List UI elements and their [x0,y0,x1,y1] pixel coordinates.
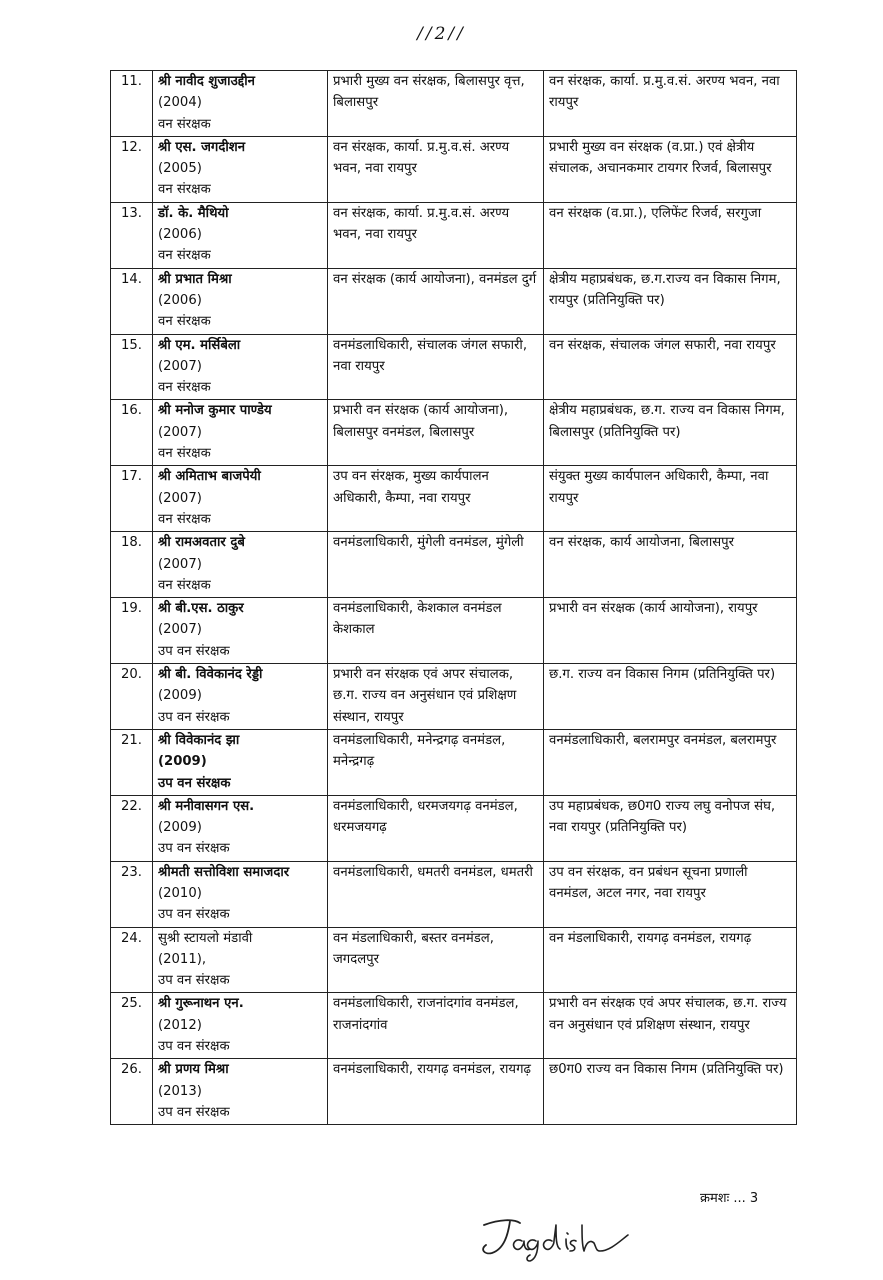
serial-number: 25. [111,993,153,1059]
new-posting: वन संरक्षक, कार्य आयोजना, बिलासपुर [544,532,797,598]
serial-number: 19. [111,598,153,664]
officer-rank: उप वन संरक्षक [158,709,230,725]
officer-cell [153,598,328,664]
serial-number: 21. [111,729,153,795]
new-posting: प्रभारी वन संरक्षक एवं अपर संचालक, छ.ग. राज्य वन अनुसंधान एवं प्रशिक्षण संस्थान, रायपुर [544,993,797,1059]
current-posting: वनमंडलाधिकारी, मनेन्द्रगढ़ वनमंडल, मनेन्द्रगढ़ [328,729,544,795]
batch-year: (2007) [158,358,202,374]
new-posting: वनमंडलाधिकारी, बलरामपुर वनमंडल, बलरामपुर [544,729,797,795]
current-posting: वनमंडलाधिकारी, धमतरी वनमंडल, धमतरी [328,861,544,927]
signature [470,1205,640,1265]
new-posting: वन मंडलाधिकारी, रायगढ़ वनमंडल, रायगढ़ [544,927,797,993]
table-row [111,795,797,861]
officer-name: श्रीमती सत्तोविशा समाजदार [158,864,290,880]
serial-number: 16. [111,400,153,466]
officer-rank: उप वन संरक्षक [158,643,230,659]
officer-name: श्री बी.एस. ठाकुर [158,601,244,617]
officer-name: श्री मनीवासगन एस. [158,798,255,814]
officer-cell [153,532,328,598]
officer-cell [153,136,328,202]
batch-year: (2009) [158,820,202,836]
serial-number: 13. [111,202,153,268]
officer-rank: वन संरक्षक [158,314,211,330]
table-row [111,927,797,993]
officer-rank: वन संरक्षक [158,511,211,527]
table-row [111,400,797,466]
officer-name: श्री नावीद शुजाउद्दीन [158,74,255,89]
table-row [111,466,797,532]
batch-year: (2004) [158,95,202,111]
officer-rank: वन संरक्षक [158,577,211,593]
serial-number: 26. [111,1059,153,1125]
officer-name: श्री विवेकानंद झा [158,732,240,748]
officer-name: सुश्री स्टायलो मंडावी [158,930,253,946]
officer-rank: उप वन संरक्षक [158,1104,230,1120]
current-posting: वनमंडलाधिकारी, संचालक जंगल सफारी, नवा रायपुर [328,334,544,400]
batch-year: (2009) [158,754,207,770]
current-posting: वनमंडलाधिकारी, रायगढ़ वनमंडल, रायगढ़ [328,1059,544,1125]
table-row [111,532,797,598]
new-posting: वन संरक्षक, संचालक जंगल सफारी, नवा रायपुर [544,334,797,400]
current-posting: प्रभारी वन संरक्षक एवं अपर संचालक, छ.ग. राज्य वन अनुसंधान एवं प्रशिक्षण संस्थान, रायपुर [328,664,544,730]
new-posting: क्षेत्रीय महाप्रबंधक, छ.ग. राज्य वन विकास निगम, बिलासपुर (प्रतिनियुक्ति पर) [544,400,797,466]
serial-number: 11. [111,71,153,137]
table-row [111,136,797,202]
officer-cell [153,729,328,795]
batch-year: (2010) [158,885,202,901]
serial-number: 15. [111,334,153,400]
officer-cell [153,861,328,927]
current-posting: वनमंडलाधिकारी, मुंगेली वनमंडल, मुंगेली [328,532,544,598]
transfer-table [110,70,797,1125]
officer-cell [153,71,328,137]
new-posting: वन संरक्षक (व.प्रा.), एलिफेंट रिजर्व, सरगुजा [544,202,797,268]
serial-number: 18. [111,532,153,598]
officer-rank: उप वन संरक्षक [158,1039,230,1055]
officer-name: श्री एम. मर्सिबेला [158,337,241,353]
officer-cell [153,400,328,466]
current-posting: वन संरक्षक, कार्या. प्र.मु.व.सं. अरण्य भवन, नवा रायपुर [328,136,544,202]
current-posting: वन संरक्षक, कार्या. प्र.मु.व.सं. अरण्य भवन, नवा रायपुर [328,202,544,268]
table-row [111,334,797,400]
table-row [111,993,797,1059]
officer-rank: वन संरक्षक [158,248,211,264]
officer-rank: उप वन संरक्षक [158,907,230,923]
serial-number: 24. [111,927,153,993]
new-posting: क्षेत्रीय महाप्रबंधक, छ.ग.राज्य वन विकास निगम, रायपुर (प्रतिनियुक्ति पर) [544,268,797,334]
serial-number: 20. [111,664,153,730]
batch-year: (2005) [158,161,202,177]
current-posting: वन संरक्षक (कार्य आयोजना), वनमंडल दुर्ग [328,268,544,334]
new-posting: उप वन संरक्षक, वन प्रबंधन सूचना प्रणाली वनमंडल, अटल नगर, नवा रायपुर [544,861,797,927]
officer-cell [153,993,328,1059]
table-row [111,664,797,730]
officer-cell [153,466,328,532]
current-posting: वनमंडलाधिकारी, राजनांदगांव वनमंडल, राजनांदगांव [328,993,544,1059]
officer-name: श्री बी. विवेकानंद रेड्डी [158,667,263,683]
new-posting: छ0ग0 राज्य वन विकास निगम (प्रतिनियुक्ति पर) [544,1059,797,1125]
officer-rank: वन संरक्षक [158,116,211,132]
officer-name: श्री गुरूनाथन एन. [158,996,244,1012]
table-row [111,202,797,268]
officer-rank: उप वन संरक्षक [158,841,230,857]
serial-number: 17. [111,466,153,532]
current-posting: वनमंडलाधिकारी, धरमजयगढ़ वनमंडल, धरमजयगढ़ [328,795,544,861]
officer-rank: उप वन संरक्षक [158,973,230,989]
officer-rank: वन संरक्षक [158,182,211,198]
current-posting: उप वन संरक्षक, मुख्य कार्यपालन अधिकारी, कैम्पा, नवा रायपुर [328,466,544,532]
new-posting: वन संरक्षक, कार्या. प्र.मु.व.सं. अरण्य भवन, नवा रायपुर [544,71,797,137]
officer-name: श्री एस. जगदीशन [158,139,246,155]
officer-cell [153,795,328,861]
batch-year: (2013) [158,1083,202,1099]
batch-year: (2007) [158,424,202,440]
officer-name: श्री प्रणय मिश्रा [158,1062,229,1078]
table-row [111,598,797,664]
batch-year: (2011), [158,951,207,967]
current-posting: वन मंडलाधिकारी, बस्तर वनमंडल, जगदलपुर [328,927,544,993]
batch-year: (2007) [158,490,202,506]
batch-year: (2007) [158,622,202,638]
batch-year: (2006) [158,227,202,243]
table-row [111,1059,797,1125]
batch-year: (2012) [158,1017,202,1033]
officer-cell [153,927,328,993]
new-posting: उप महाप्रबंधक, छ0ग0 राज्य लघु वनोपज संघ, नवा रायपुर (प्रतिनियुक्ति पर) [544,795,797,861]
officer-name: श्री रामअवतार दुबे [158,535,245,551]
current-posting: वनमंडलाधिकारी, केशकाल वनमंडल केशकाल [328,598,544,664]
officer-cell [153,1059,328,1125]
officer-cell [153,202,328,268]
officer-rank: वन संरक्षक [158,446,211,462]
batch-year: (2006) [158,292,202,308]
table-row [111,268,797,334]
officer-cell [153,664,328,730]
officer-name: श्री मनोज कुमार पाण्डेय [158,403,272,419]
new-posting: छ.ग. राज्य वन विकास निगम (प्रतिनियुक्ति पर) [544,664,797,730]
serial-number: 23. [111,861,153,927]
page-number: //2// [417,24,466,44]
officer-name: श्री प्रभात मिश्रा [158,271,232,287]
table-row [111,861,797,927]
new-posting: प्रभारी वन संरक्षक (कार्य आयोजना), रायपुर [544,598,797,664]
officer-rank: उप वन संरक्षक [158,775,231,791]
officer-cell [153,334,328,400]
serial-number: 22. [111,795,153,861]
new-posting: प्रभारी मुख्य वन संरक्षक (व.प्रा.) एवं क्षेत्रीय संचालक, अचानकमार टायगर रिजर्व, बिलासपुर [544,136,797,202]
officer-cell [153,268,328,334]
current-posting: प्रभारी वन संरक्षक (कार्य आयोजना), बिलासपुर वनमंडल, बिलासपुर [328,400,544,466]
table-row [111,729,797,795]
serial-number: 14. [111,268,153,334]
table-row [111,71,797,137]
batch-year: (2009) [158,688,202,704]
officer-name: श्री अमिताभ बाजपेयी [158,469,261,485]
continued-note: क्रमशः ... 3 [700,1191,759,1206]
serial-number: 12. [111,136,153,202]
batch-year: (2007) [158,556,202,572]
officer-rank: वन संरक्षक [158,380,211,396]
current-posting: प्रभारी मुख्य वन संरक्षक, बिलासपुर वृत्त, बिलासपुर [328,71,544,137]
new-posting: संयुक्त मुख्य कार्यपालन अधिकारी, कैम्पा, नवा रायपुर [544,466,797,532]
officer-name: डॉ. के. मैथियो [158,205,229,221]
transfer-table-body [111,71,797,1125]
